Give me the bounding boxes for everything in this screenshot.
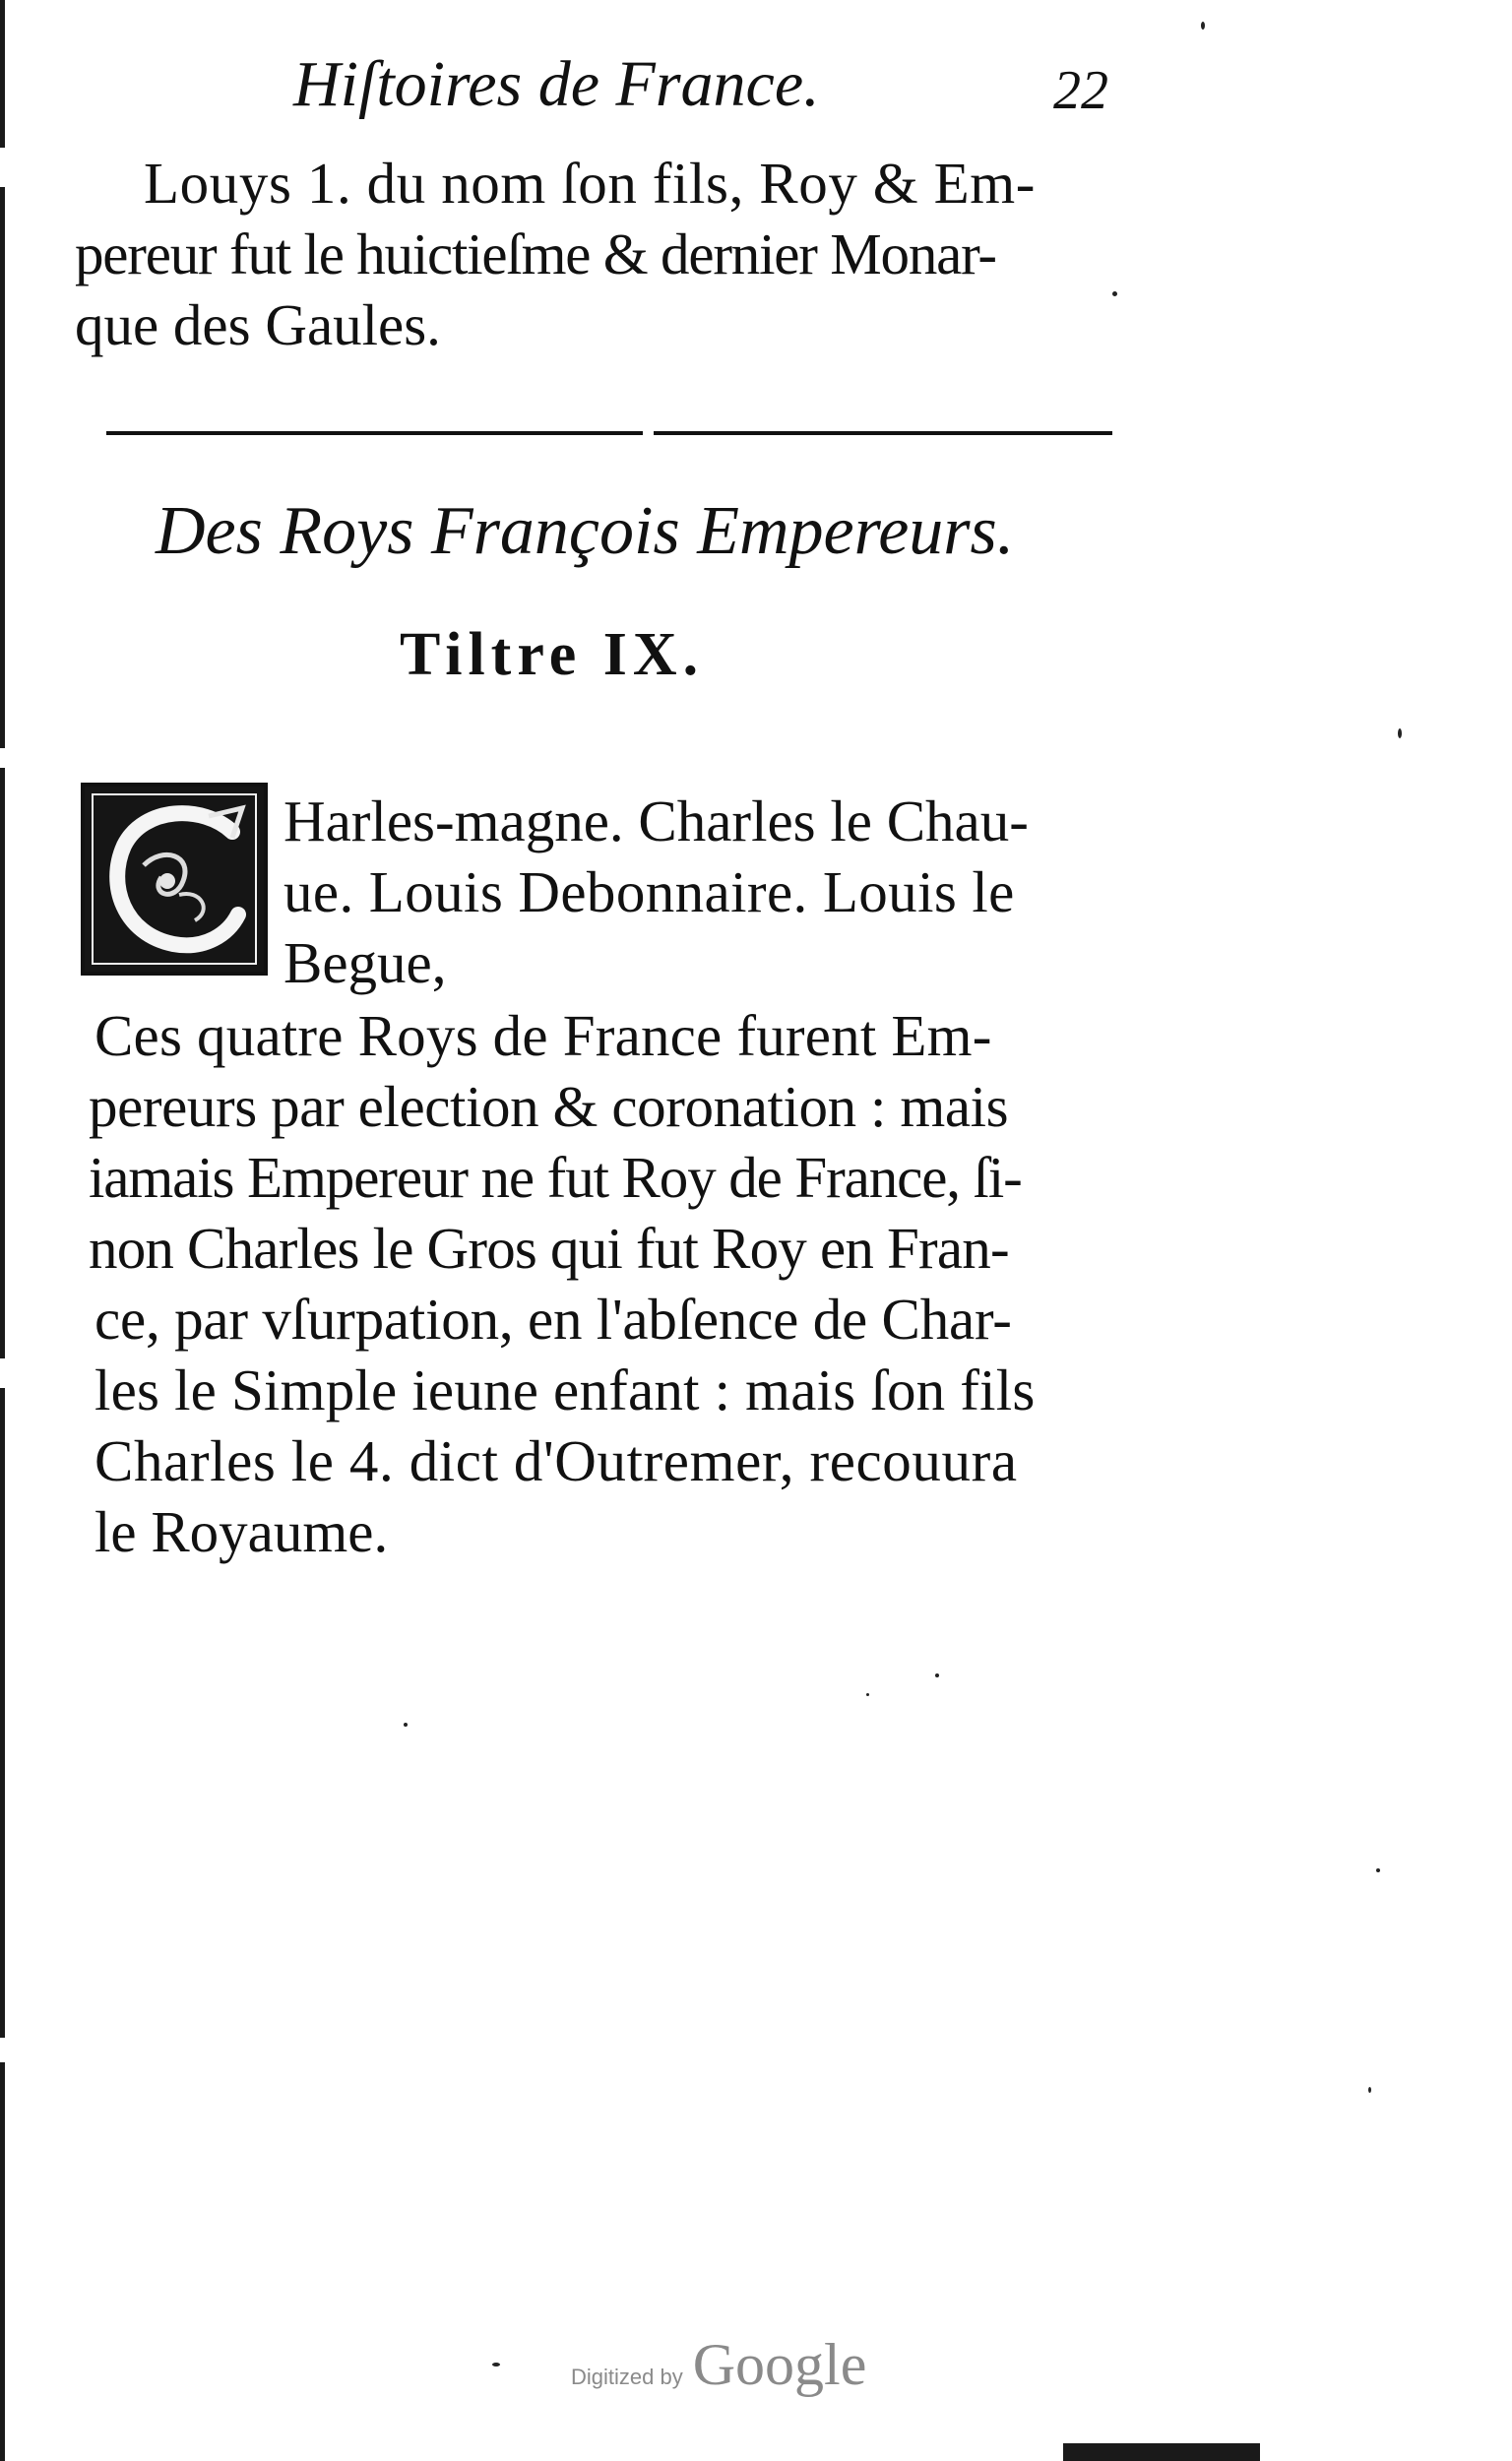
- page-bottom-edge: [1063, 2443, 1260, 2461]
- body-line: les le Simple ieune enfant : mais ſon fils: [94, 1357, 1036, 1422]
- dropcap-line: Harles-magne. Charles le Chau-: [284, 789, 1029, 853]
- digitized-label: Digitized by: [571, 2365, 683, 2389]
- ornamental-initial-c: [81, 783, 268, 976]
- body-line: le Royaume.: [94, 1499, 389, 1564]
- body-line: iamais Empereur ne fut Roy de France, ſi-: [89, 1145, 1022, 1210]
- body-line: Charles le 4. dict d'Outremer, recouura: [94, 1428, 1018, 1493]
- intro-line: que des Gaules.: [75, 292, 441, 357]
- intro-line: Louys 1. du nom ſon fils, Roy & Em-: [144, 151, 1036, 216]
- scan-speck: [404, 1723, 408, 1727]
- ornamental-initial-c-icon: [85, 787, 264, 972]
- page-edge-shadow: [0, 0, 5, 2461]
- scan-speck: [1201, 22, 1205, 30]
- body-line: non Charles le Gros qui fut Roy en Fran-: [89, 1216, 1009, 1281]
- dropcap-line: Begue,: [284, 930, 447, 995]
- scan-speck: [492, 2363, 500, 2366]
- section-rule-left: [106, 431, 643, 435]
- intro-line: pereur fut le huictieſme & dernier Monar-: [75, 221, 996, 286]
- section-rule-right: [654, 431, 1112, 435]
- body-line: pereurs par election & coronation : mais: [89, 1074, 1009, 1139]
- google-wordmark: Google: [692, 2332, 867, 2397]
- running-header-title: Hiſtoires de France.: [293, 48, 820, 120]
- scan-speck: [935, 1673, 939, 1677]
- scan-speck: [1376, 1868, 1380, 1872]
- body-line: ce, par vſurpation, en l'abſence de Char-: [94, 1287, 1012, 1352]
- section-subtitle: Tiltre IX.: [400, 621, 705, 688]
- scan-speck: [1368, 2087, 1371, 2093]
- scan-speck: [866, 1693, 869, 1696]
- dropcap-line: ue. Louis Debonnaire. Louis le: [284, 859, 1015, 924]
- scan-speck: [1112, 291, 1117, 296]
- scan-speck: [1398, 728, 1402, 738]
- digitized-by-google-watermark: [571, 2331, 866, 2399]
- section-title: Des Roys François Empereurs.: [156, 493, 1015, 569]
- page-number: 22: [1053, 60, 1108, 121]
- body-line: Ces quatre Roys de France furent Em-: [94, 1003, 992, 1068]
